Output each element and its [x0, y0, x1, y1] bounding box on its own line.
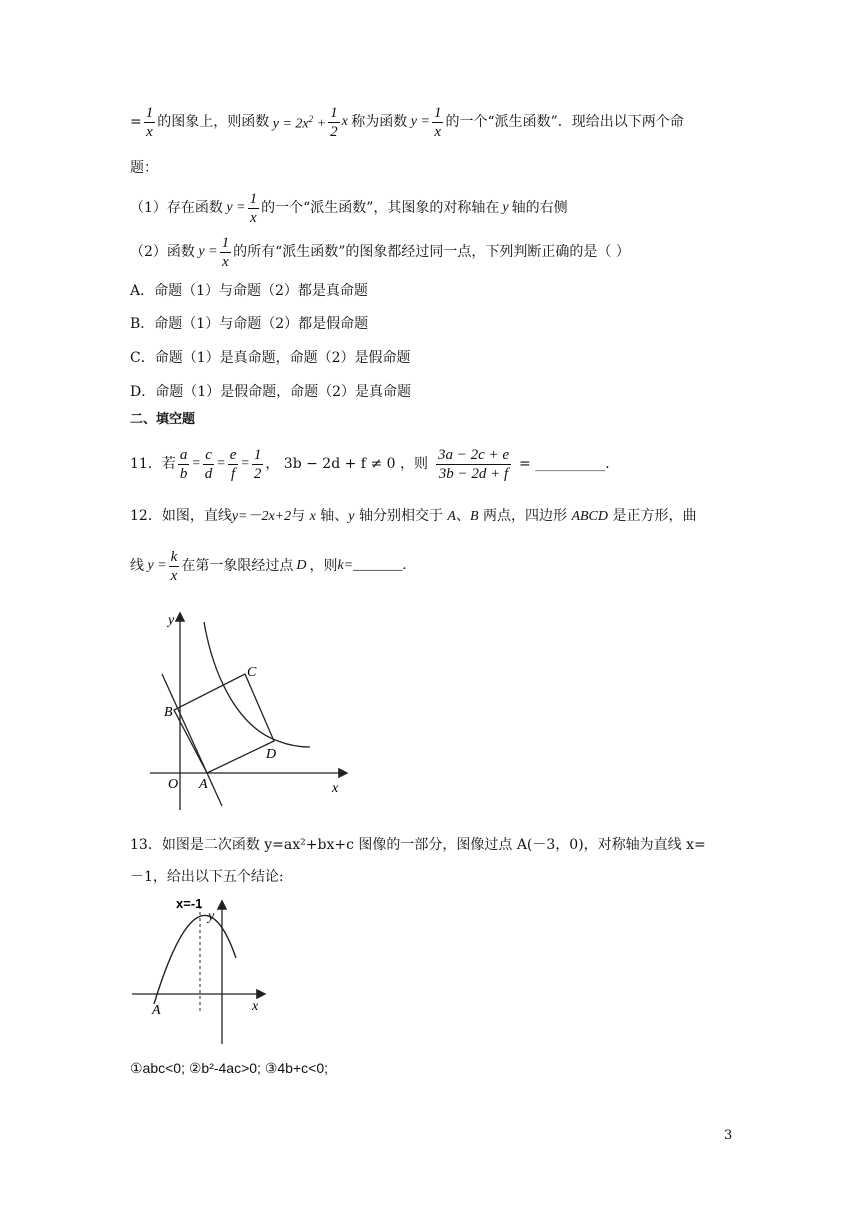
label-y: y: [168, 613, 175, 628]
math: A: [447, 509, 456, 524]
math: B: [469, 509, 479, 524]
text: 的一个“派生函数”．现给出以下两个命: [445, 114, 684, 130]
math-y-eq: y =: [144, 558, 167, 573]
text: 轴分别相交于: [358, 508, 443, 524]
fraction-k-over-x: $\frac{k}{x}$: [170, 548, 178, 584]
q11-line: [130, 440, 619, 488]
text: 11．若: [130, 456, 176, 472]
section-title: 二、填空题: [130, 412, 196, 427]
option-a: A．命题（1）与命题（2）都是真命题: [130, 283, 368, 299]
label-o: O: [168, 777, 179, 792]
square-abcd: [174, 674, 277, 773]
q10-line1: [130, 100, 684, 144]
label-c: C: [247, 665, 257, 680]
parabola-curve: [154, 915, 236, 1004]
text: 与: [291, 508, 306, 524]
q10-proposition-1: [130, 186, 568, 230]
text: （1）存在函数: [130, 200, 223, 216]
math: D: [296, 558, 307, 573]
text: 称为函数: [351, 114, 408, 130]
math: k=_______．: [337, 558, 417, 573]
math: y=－2x+2: [231, 509, 292, 524]
label-a: A: [199, 777, 208, 792]
math-x: x: [341, 114, 352, 129]
text: 轴、: [320, 508, 349, 524]
label-a: A: [152, 1003, 161, 1018]
fraction-c-d: $\frac{c}{d}$: [204, 446, 213, 482]
hyperbola-curve: [204, 622, 310, 747]
page-number: 3: [724, 1128, 733, 1143]
text: 在第一象限经过点: [181, 558, 294, 574]
q12-line1: [130, 506, 696, 527]
fraction-e-f: $\frac{e}{f}$: [229, 446, 237, 482]
equals: =: [216, 456, 226, 471]
fraction-1-over-2: $\frac{1}{2}$: [330, 104, 338, 140]
text: 的一个“派生函数”，其图象的对称轴在: [261, 200, 500, 216]
math-y-eq: y =: [407, 114, 430, 129]
text: （2）函数: [130, 244, 195, 260]
q13-line2: －1，给出以下五个结论:: [130, 869, 284, 885]
math-y: y: [502, 200, 509, 215]
fraction-a-b: $\frac{a}{b}$: [179, 446, 188, 482]
answer-blank: = __________．: [519, 456, 620, 472]
label-x: x: [332, 781, 339, 796]
equals: =: [240, 456, 250, 471]
text: 轴的右侧: [511, 200, 568, 216]
fraction-1-2: $\frac{1}{2}$: [253, 446, 262, 482]
text: ， 3b − 2d + f ≠ 0 ，则: [265, 456, 428, 472]
text: ，则: [309, 558, 338, 574]
q13-figure: [128, 894, 278, 1054]
fraction-1-over-x: $\frac{1}{x}$: [433, 104, 442, 140]
option-d: D．命题（1）是假命题，命题（2）是真命题: [130, 384, 412, 400]
label-y: y: [208, 909, 215, 924]
option-b: B．命题（1）与命题（2）都是假命题: [130, 316, 369, 332]
q10-line2: 题：: [130, 160, 158, 176]
text: 两点，四边形: [482, 508, 567, 524]
math: y: [348, 509, 355, 524]
option-c: C．命题（1）是真命题，命题（2）是假命题: [130, 350, 411, 366]
math-y-eq: y =: [222, 200, 246, 215]
q12-figure: [150, 610, 370, 810]
q13-conclusions: ①abc<0; ②b²-4ac>0; ③4b+c<0;: [130, 1060, 328, 1076]
label-b: B: [164, 705, 173, 720]
label-axis-x-minus-1: x=-1: [176, 896, 203, 911]
q13-line1: 13．如图是二次函数 y=ax²+bx+c 图像的一部分，图像过点 A(－3，0)，对称轴为直线 x=: [130, 837, 706, 853]
text: 的图象上，则函数: [157, 114, 270, 130]
math: x: [309, 509, 316, 524]
text: 的所有“派生函数”的图象都经过同一点，下列判断正确的是（ ）: [233, 244, 630, 260]
equals: =: [191, 456, 201, 471]
text: 、: [455, 508, 470, 524]
fraction-1-over-x: $\frac{1}{x}$: [145, 104, 154, 140]
q10-proposition-2: [130, 230, 630, 274]
text: 线: [130, 558, 144, 574]
text: =: [130, 114, 142, 130]
math-formula: $y = 2x^2$ +: [269, 114, 327, 132]
text: 是正方形，曲: [612, 508, 697, 524]
math-y-eq: y =: [194, 244, 218, 259]
fraction-expression: $\frac{3a - 2c + e}{3b - 2d + f}$: [437, 446, 510, 482]
q12-line2: [130, 542, 416, 590]
math: ABCD: [571, 509, 608, 524]
fraction-1-over-x: $\frac{1}{x}$: [249, 190, 258, 226]
label-x: x: [252, 999, 259, 1014]
fraction-1-over-x: $\frac{1}{x}$: [221, 234, 230, 270]
text: 12．如图，直线: [130, 508, 232, 524]
label-d: D: [266, 747, 277, 762]
